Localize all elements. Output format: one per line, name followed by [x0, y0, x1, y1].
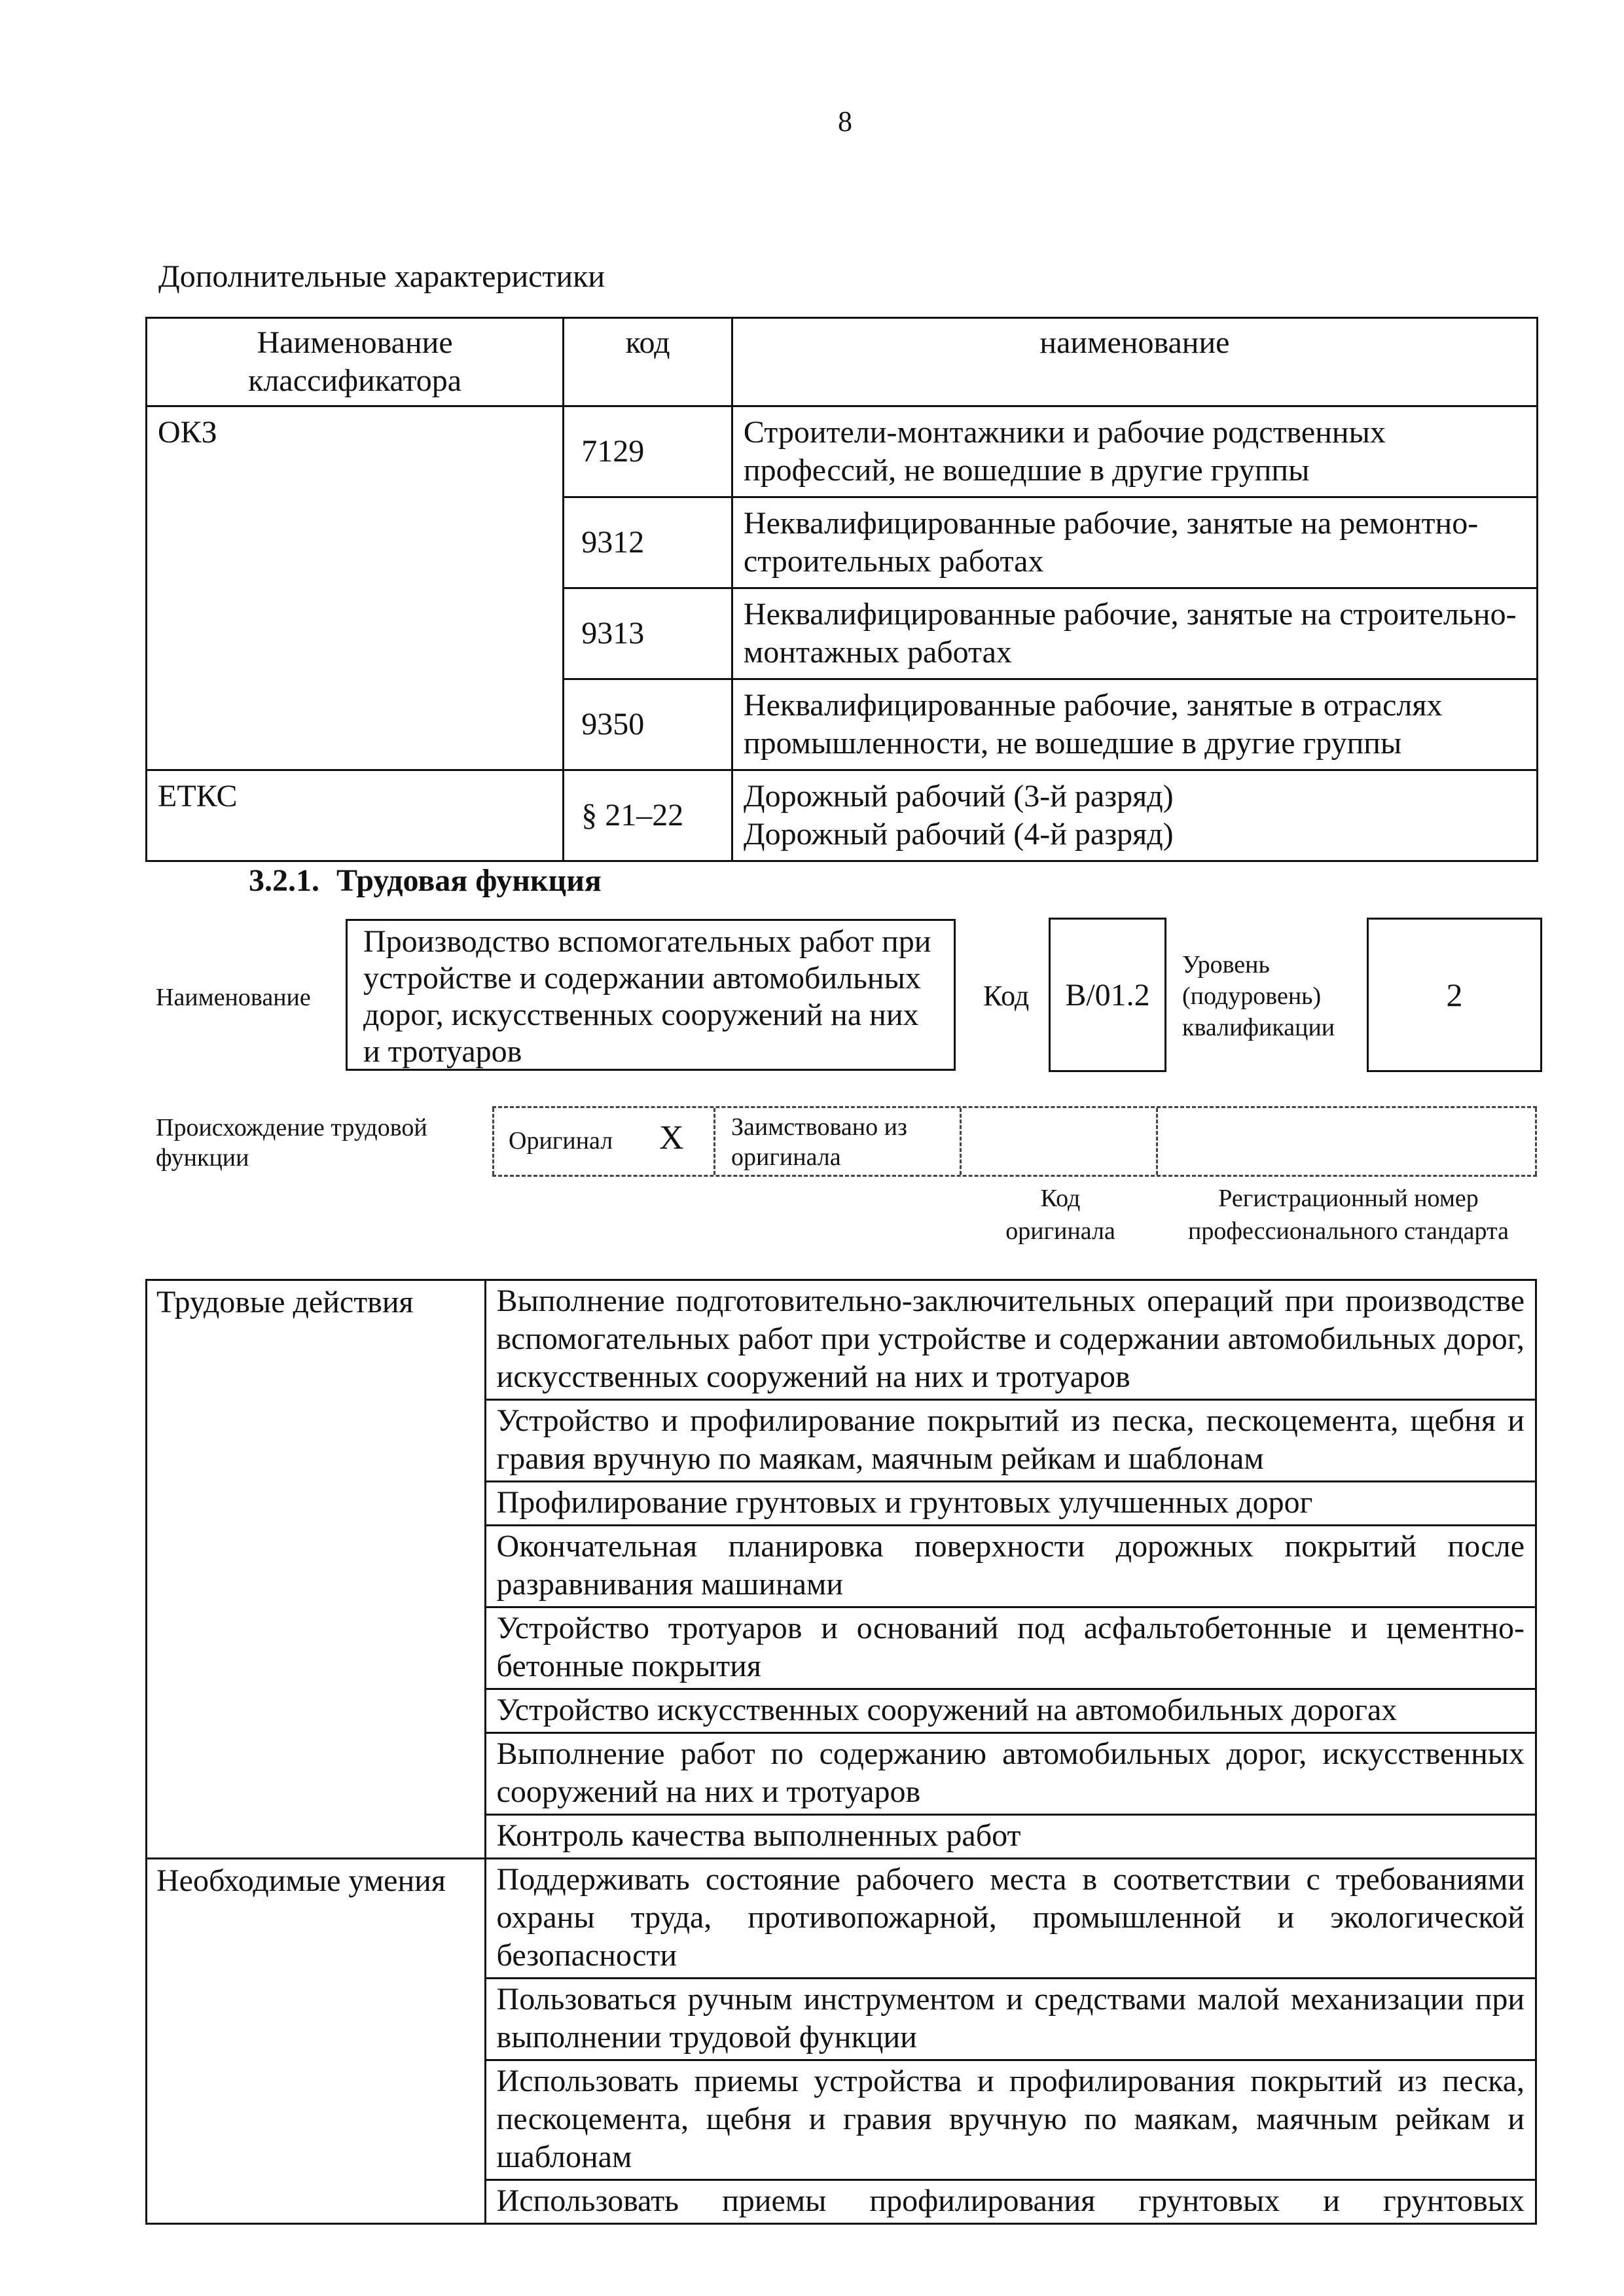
etks-name	[732, 770, 1537, 861]
okz-name: Неквалифицированные рабочие, занятые на ремонтно-строительных работах	[732, 497, 1537, 588]
caption-line: оригинала	[1005, 1217, 1115, 1245]
okz-name: Неквалифицированные рабочие, занятые в отраслях промышленности, не вошедшие в другие группы	[732, 679, 1537, 770]
action-item: Устройство и профилирование покрытий из песка, пескоцемента, щебня и гравия вручную по маякам, маячным рейкам и шаблонам	[485, 1400, 1536, 1482]
function-code-box: B/01.2	[1049, 918, 1166, 1072]
skill-item: Использовать приемы профилирования грунтовых и грунтовых	[485, 2180, 1536, 2224]
level-label-line: (подуровень)	[1182, 982, 1322, 1010]
code-label: Код	[983, 980, 1030, 1012]
okz-name: Неквалифицированные рабочие, занятые на строительно-монтажных работах	[732, 588, 1537, 679]
okz-name: Строители-монтажники и рабочие родственных профессий, не вошедшие в другие группы	[732, 406, 1537, 497]
borrowed-label-line: Заимствовано из	[731, 1113, 907, 1141]
skills-label: Необходимые умения	[147, 1859, 486, 2224]
origin-row	[492, 1106, 1537, 1177]
skill-item: Поддерживать состояние рабочего места в соответствии с требованиями охраны труда, противопожарной, промышленной и экологической безопасности	[485, 1859, 1536, 1979]
header-classifier: Наименование классификатора	[147, 318, 564, 406]
action-item: Устройство тротуаров и оснований под асфальтобетонные и цементно-бетонные покрытия	[485, 1607, 1536, 1689]
action-item: Контроль качества выполненных работ	[485, 1815, 1536, 1859]
caption-line: Регистрационный номер	[1218, 1185, 1479, 1212]
okz-code: 9312	[564, 497, 732, 588]
registration-number-cell	[1156, 1108, 1537, 1175]
header-name: наименование	[732, 318, 1537, 406]
function-name-box: Производство вспомогательных работ при устройстве и содержании автомобильных дорог, искусственных сооружений на них и тротуаров	[346, 919, 956, 1071]
origin-label-line: функции	[156, 1144, 249, 1172]
etks-code: § 21–22	[564, 770, 732, 861]
borrowed-cell	[713, 1108, 960, 1175]
original-mark: X	[659, 1119, 684, 1157]
original-cell	[492, 1108, 713, 1175]
etks-name-line: Дорожный рабочий (4-й разряд)	[743, 817, 1174, 852]
original-code-cell	[960, 1108, 1156, 1175]
okz-code: 9313	[564, 588, 732, 679]
level-label	[1182, 949, 1335, 1043]
classifier-okz: ОКЗ	[147, 406, 564, 770]
page-number: 8	[838, 105, 852, 137]
borrowed-label	[731, 1112, 907, 1172]
level-box: 2	[1367, 918, 1542, 1072]
action-item: Профилирование грунтовых и грунтовых улучшенных дорог	[485, 1482, 1536, 1526]
origin-label-line: Происхождение трудовой	[156, 1114, 427, 1141]
classifier-table	[145, 317, 1538, 862]
action-item: Устройство искусственных сооружений на автомобильных дорогах	[485, 1689, 1536, 1733]
skill-item: Пользоваться ручным инструментом и средствами малой механизации при выполнении трудовой функции	[485, 1979, 1536, 2060]
labor-function-title	[249, 863, 619, 899]
classifier-etks: ЕТКС	[147, 770, 564, 861]
actions-label: Трудовые действия	[147, 1280, 486, 1859]
section-title: Дополнительные характеристики	[158, 259, 605, 294]
action-item: Выполнение работ по содержанию автомобильных дорог, искусственных сооружений на них и тротуаров	[485, 1733, 1536, 1815]
okz-code: 7129	[564, 406, 732, 497]
origin-label	[156, 1113, 427, 1173]
skill-item: Использовать приемы устройства и профилирования покрытий из песка, пескоцемента, щебня и гравия вручную по маякам, маячным рейкам и шаблонам	[485, 2060, 1536, 2180]
action-item: Окончательная планировка поверхности дорожных покрытий после разравнивания машинами	[485, 1526, 1536, 1607]
level-label-line: квалификации	[1182, 1014, 1335, 1041]
caption-line: профессионального стандарта	[1188, 1217, 1509, 1245]
caption-line: Код	[1040, 1185, 1081, 1212]
original-code-caption	[962, 1182, 1159, 1247]
header-code: код	[564, 318, 732, 406]
labor-function-heading: Трудовая функция	[336, 863, 602, 898]
labor-function-number: 3.2.1.	[249, 863, 319, 898]
actions-skills-table	[145, 1279, 1537, 2225]
okz-code: 9350	[564, 679, 732, 770]
original-label: Оригинал	[509, 1127, 613, 1155]
action-item: Выполнение подготовительно-заключительных операций при производстве вспомогательных работ при устройстве и содержании автомобильных дорог, искусственных сооружений на них и тротуаров	[485, 1280, 1536, 1400]
level-label-line: Уровень	[1182, 951, 1270, 978]
registration-number-caption	[1165, 1182, 1532, 1247]
name-label: Наименование	[156, 984, 311, 1011]
borrowed-label-line: оригинала	[731, 1143, 841, 1171]
etks-name-line: Дорожный рабочий (3-й разряд)	[743, 779, 1174, 814]
